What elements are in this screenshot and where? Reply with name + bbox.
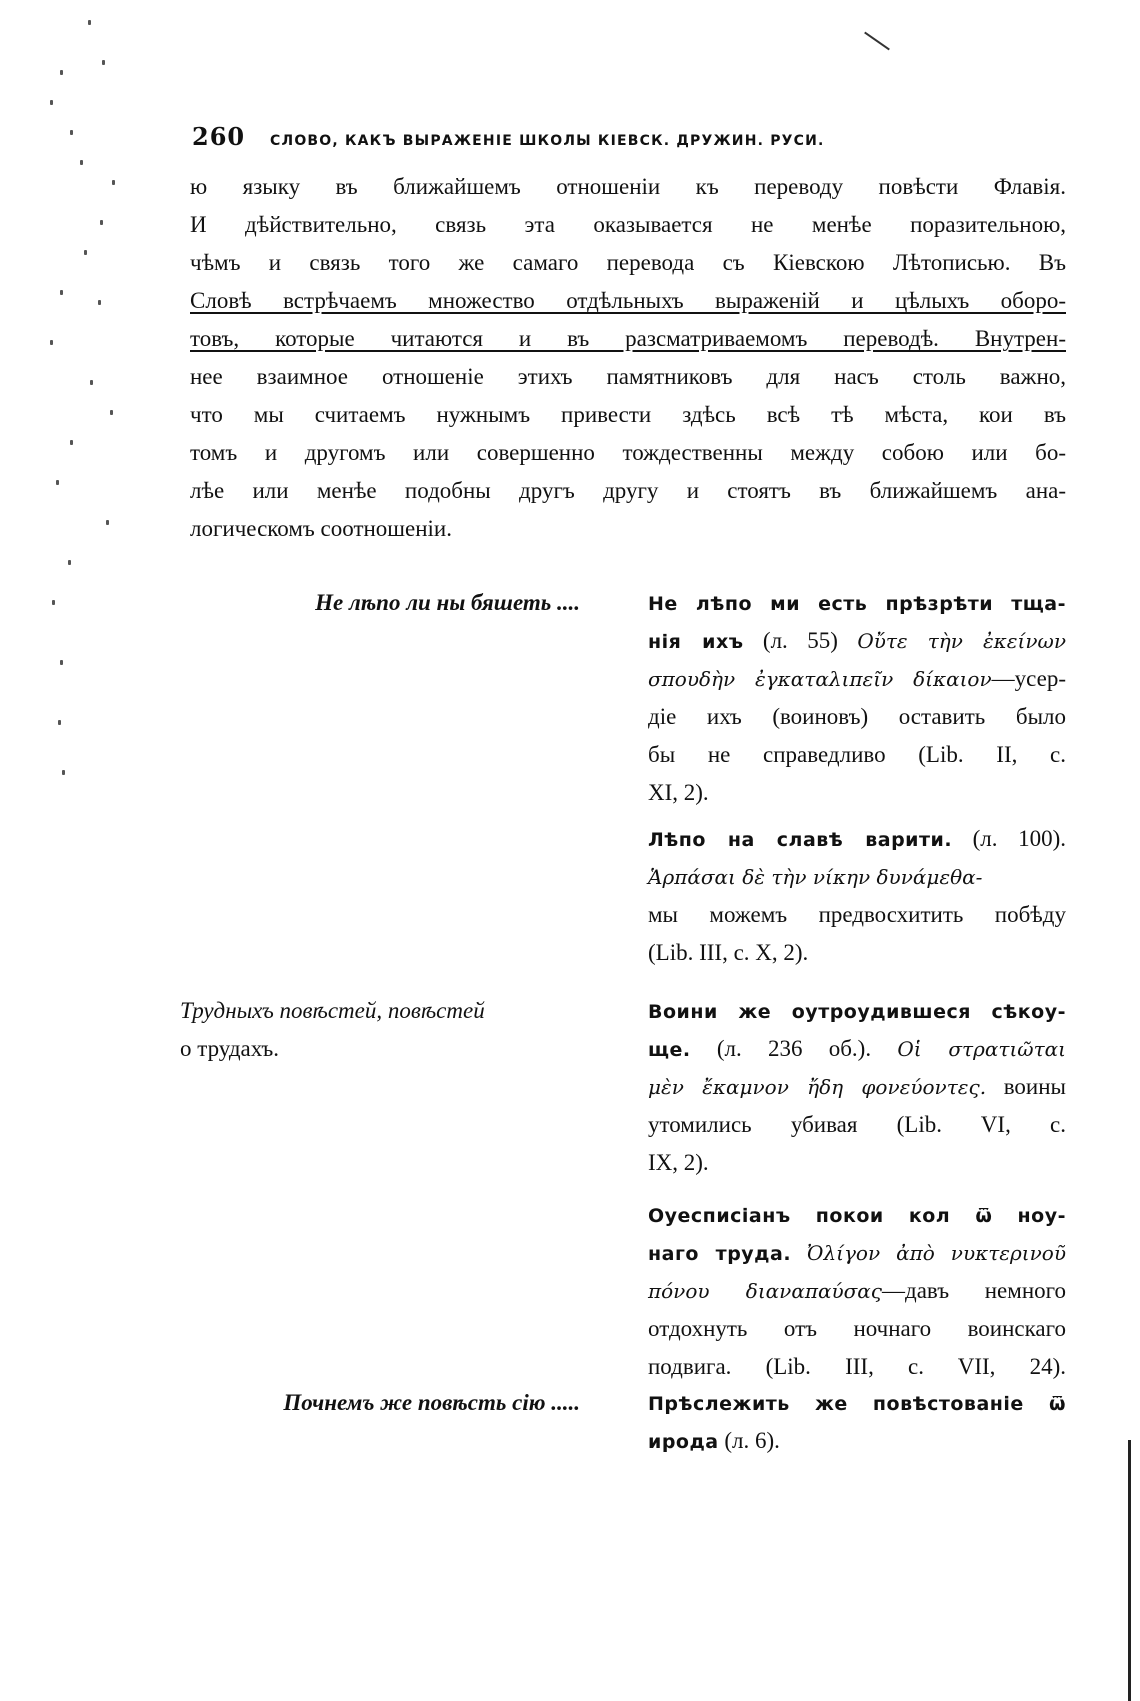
entry-line [648, 1310, 1066, 1348]
translation-entry [648, 584, 1066, 812]
slavonic-text: ще. [648, 1039, 691, 1061]
slavonic-text: наго труда. [648, 1243, 792, 1265]
entry-line [648, 1106, 1066, 1144]
paragraph-line: томъ и другомъ или совершенно тождественны между собою или бо- [190, 440, 1066, 465]
translation-entry [648, 992, 1066, 1182]
translation-entry [648, 1196, 1066, 1386]
slavonic-text: Воини же оутроудившеся сѣкоу- [648, 1001, 1066, 1023]
citation-text: (л. 55) [743, 628, 858, 653]
citation-text: (л. 236 об.). [690, 1036, 898, 1061]
entry-line [648, 1422, 1066, 1460]
phrase-text: Почнемъ же повѣсть сію ..... [283, 1390, 580, 1415]
paragraph-line: логическомъ соотношеніи. [190, 516, 452, 541]
scan-mark [864, 32, 890, 51]
paragraph-line: нее взаимное отношеніе этихъ памятниковъ для насъ столь важно, [190, 364, 1066, 389]
entry-line [648, 1030, 1066, 1068]
citation-text: воины [986, 1074, 1066, 1099]
entry-line [648, 736, 1066, 774]
intro-paragraph [190, 168, 1066, 548]
slavonic-text: Лѣпо на славѣ варити. [648, 829, 953, 851]
phrase-text: Трудныхъ повѣстей, повѣстей [180, 998, 485, 1023]
greek-text: Οὔτε τὴν ἐκείνων [857, 629, 1066, 653]
citation-text: —усер- [991, 666, 1066, 691]
running-title: СЛОВО, КАКЪ ВЫРАЖЕНІЕ ШКОЛЫ КІЕВСК. ДРУЖИН. РУСИ. [270, 133, 825, 149]
entry-line [648, 1144, 1066, 1182]
entry-line [648, 774, 1066, 812]
paragraph-line-underlined: товъ, которые читаются и въ разсматриваемомъ переводѣ. Внутрен- [190, 326, 1066, 351]
entry-line [648, 1234, 1066, 1272]
entry-line [648, 896, 1066, 934]
citation-text: подвига. (Lib. III, c. VII, 24). [648, 1354, 1066, 1379]
greek-text: πόνου διαναπαύσας [648, 1279, 883, 1303]
citation-text: діе ихъ (воиновъ) оставить было [648, 704, 1066, 729]
paragraph-line: лѣе или менѣе подобны другъ другу и стоятъ въ ближайшемъ ана- [190, 478, 1066, 503]
entry-line [648, 1348, 1066, 1386]
citation-text: (Lib. III, c. X, 2). [648, 940, 809, 965]
running-head [192, 122, 1052, 151]
paragraph-line: ю языку въ ближайшемъ отношеніи къ переводу повѣсти Флавія. [190, 174, 1066, 199]
citation-text: (л. 6). [718, 1428, 780, 1453]
citation-text: мы можемъ предвосхитить побѣду [648, 902, 1066, 927]
phrase-text: Не лѣпо ли ны бяшеть .... [315, 590, 580, 615]
greek-text: Ἁρπάσαι δὲ τὴν νίκην δυνάμεθα- [648, 865, 983, 889]
entry-line [648, 1272, 1066, 1310]
greek-text: Οἱ στρατιῶται [897, 1037, 1067, 1061]
entry-line [648, 584, 1066, 622]
page-number: 260 [192, 122, 246, 151]
entry-line [648, 820, 1066, 858]
citation-text: утомились убивая (Lib. VI, c. [648, 1112, 1066, 1137]
entry-line [648, 992, 1066, 1030]
scan-noise [40, 0, 130, 1000]
entry-line [648, 858, 1066, 896]
greek-text: μὲν ἔκαμνον ἤδη φονεύοντες. [648, 1075, 987, 1099]
entry-line [648, 1068, 1066, 1106]
phrase-text: о трудахъ. [180, 1036, 280, 1061]
slavonic-text: ирода [648, 1431, 719, 1453]
word-phrase [180, 1384, 580, 1422]
citation-text: XI, 2). [648, 780, 709, 805]
paragraph-line: чѣмъ и связь того же самаго перевода съ Кіевскою Лѣтописью. Въ [190, 250, 1066, 275]
entry-line [648, 660, 1066, 698]
entry-line [648, 622, 1066, 660]
word-phrase [180, 992, 610, 1068]
citation-text: бы не справедливо (Lib. II, c. [648, 742, 1066, 767]
slavonic-text: Не лѣпо ми есть прѣзрѣти тща- [648, 593, 1066, 615]
paragraph-line-underlined: Словѣ встрѣчаемъ множество отдѣльныхъ выраженій и цѣлыхъ оборо- [190, 288, 1066, 313]
paragraph-line: что мы считаемъ нужнымъ привести здѣсь всѣ тѣ мѣста, кои въ [190, 402, 1066, 427]
entry-line [648, 1384, 1066, 1422]
slavonic-text: нія ихъ [648, 631, 744, 653]
greek-text: σπουδὴν ἐγκαταλιπεῖν δίκαιον [648, 667, 992, 691]
slavonic-text: Оуесписіанъ покои кол ѿ ноу- [648, 1205, 1066, 1227]
scan-edge [1128, 1440, 1131, 1701]
entry-line [648, 934, 1066, 972]
slavonic-text: Прѣслежить же повѣстованіе ѿ [648, 1393, 1066, 1415]
word-phrase [180, 584, 580, 622]
translation-entry [648, 1384, 1066, 1460]
paragraph-line: И дѣйствительно, связь эта оказывается не менѣе поразительною, [190, 212, 1066, 237]
translation-entry [648, 820, 1066, 972]
greek-text: Ὀλίγον ἀπὸ νυκτερινοῦ [791, 1241, 1066, 1265]
entry-line [648, 1196, 1066, 1234]
citation-text: (л. 100). [952, 826, 1067, 851]
citation-text: —давъ немного [882, 1278, 1066, 1303]
citation-text: IX, 2). [648, 1150, 709, 1175]
entry-line [648, 698, 1066, 736]
citation-text: отдохнуть отъ ночнаго воинскаго [648, 1316, 1066, 1341]
